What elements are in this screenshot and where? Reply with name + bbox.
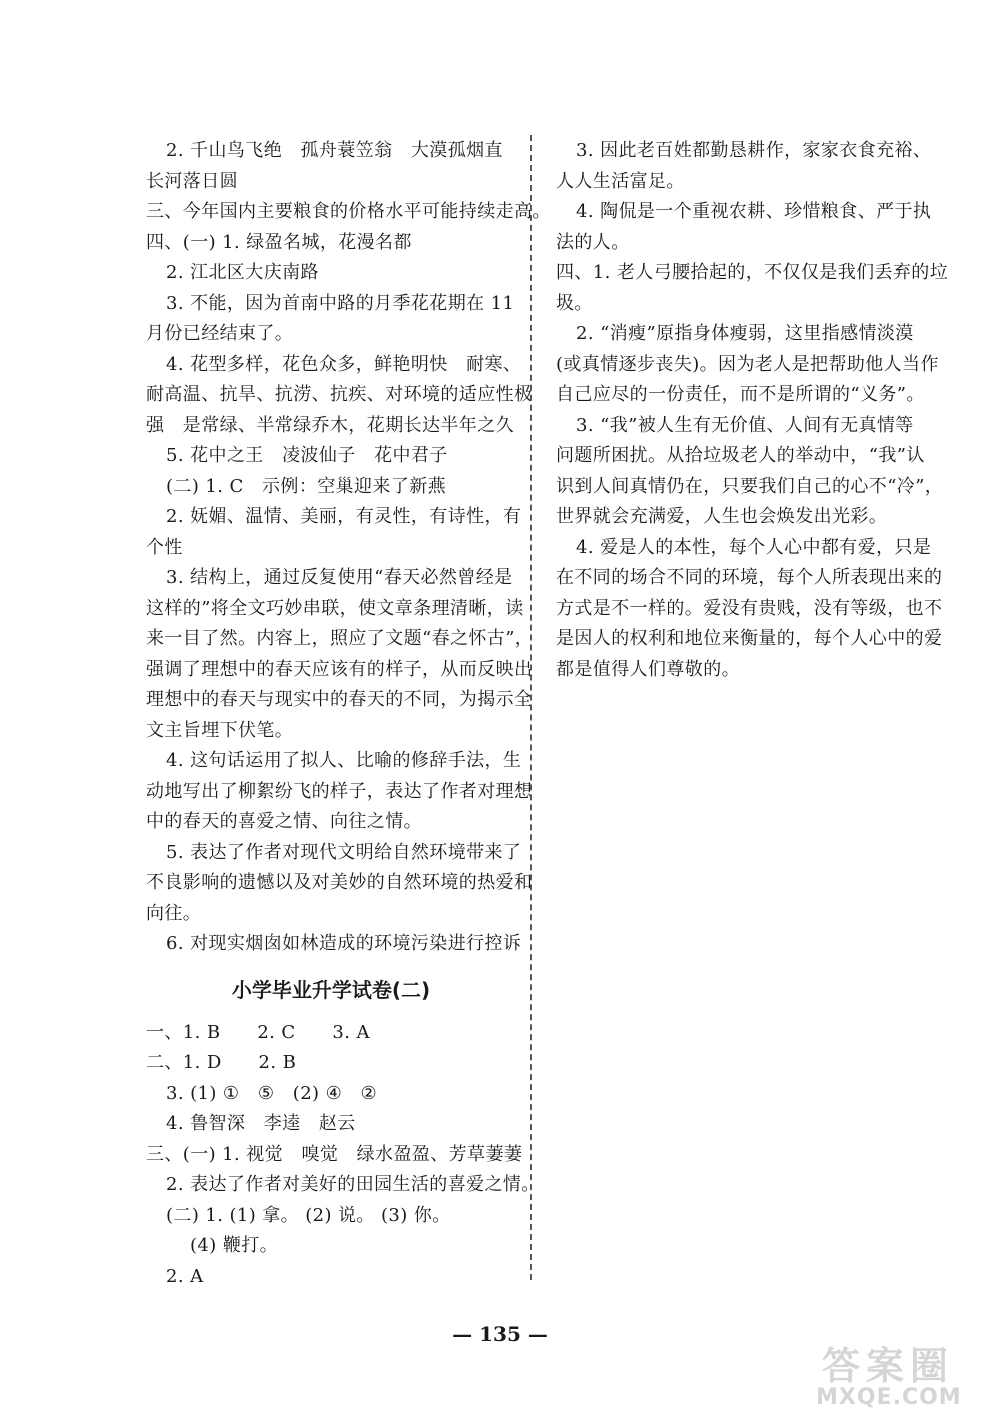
answer-line: 4. 这句话运用了拟人、比喻的修辞手法，生 <box>166 750 522 771</box>
answer-line: 3. 不能，因为首南中路的月季花花期在 11 <box>166 292 515 314</box>
answer-line: 2. A <box>166 1265 204 1287</box>
watermark-url: MXQE.COM <box>816 1385 962 1410</box>
answer-line: 4. 爱是人的本性，每个人心中都有爱，只是 <box>576 536 932 558</box>
answer-line: 三、今年国内主要粮食的价格水平可能持续走高。 <box>146 201 551 222</box>
answer-line: 2. 千山鸟飞绝 孤舟蓑笠翁 大漠孤烟直 <box>166 140 503 161</box>
answer-line: 4. 陶侃是一个重视农耕、珍惜粮食、严于执 <box>576 201 932 222</box>
answer-line: 4. 鲁智深 李逵 赵云 <box>166 1113 356 1134</box>
answer-line: (二) 1. (1) 拿。 (2) 说。 (3) 你。 <box>166 1204 451 1226</box>
answer-line: 来一目了然。内容上，照应了文题“春之怀古”， <box>146 628 534 649</box>
answer-line: 5. 花中之王 凌波仙子 花中君子 <box>166 445 448 466</box>
answer-line: 在不同的场合不同的环境，每个人所表现出来的 <box>556 567 943 588</box>
answer-line: 强 是常绿、半常绿乔木，花期长达半年之久 <box>146 414 514 436</box>
right-column <box>556 136 949 685</box>
answer-line: 一、1. B 2. C 3. A <box>146 1021 370 1043</box>
answer-line: 不良影响的遗憾以及对美妙的自然环境的热爱和 <box>146 872 533 893</box>
answer-line: (或真情逐步丧失)。因为老人是把帮助他人当作 <box>556 353 939 375</box>
answer-line: 向往。 <box>146 902 202 924</box>
answer-line: (二) 1. C 示例：空巢迎来了新燕 <box>166 475 447 497</box>
answer-line: 中的春天的喜爱之情、向往之情。 <box>146 811 422 832</box>
answer-line: 二、1. D 2. B <box>146 1052 297 1073</box>
watermark-text: 答案圈 <box>822 1344 955 1388</box>
page-number: — 135 — <box>452 1322 548 1346</box>
answer-line: 是因人的权利和地位来衡量的，每个人心中的爱 <box>556 628 943 649</box>
answer-line: 2. 妩媚、温情、美丽，有灵性，有诗性，有 <box>166 506 522 527</box>
answer-line: 人人生活富足。 <box>556 170 685 192</box>
answer-line: 动地写出了柳絮纷飞的样子，表达了作者对理想 <box>146 780 533 802</box>
answer-line: 4. 花型多样，花色众多，鲜艳明快 耐寒、 <box>166 353 522 375</box>
answer-line: 世界就会充满爱，人生也会焕发出光彩。 <box>556 506 888 527</box>
answer-line: 四、(一) 1. 绿盈名城，花漫名都 <box>146 231 412 253</box>
answer-line: 耐高温、抗旱、抗涝、抗疾、对环境的适应性极 <box>146 384 533 405</box>
column-divider <box>530 135 532 1280</box>
section-title: 小学毕业升学试卷(二) <box>231 977 431 1002</box>
answer-line: 理想中的春天与现实中的春天的不同，为揭示全 <box>146 689 533 710</box>
answer-line: 三、(一) 1. 视觉 嗅觉 绿水盈盈、芳草萋萋 <box>146 1143 523 1165</box>
answer-line: 识到人间真情仍在，只要我们自己的心不“冷”， <box>556 475 944 497</box>
answer-line: 3. (1) ① ⑤ (2) ④ ② <box>166 1082 378 1104</box>
answer-line: 都是值得人们尊敬的。 <box>556 658 740 680</box>
answer-line: 强调了理想中的春天应该有的样子，从而反映出 <box>146 658 533 680</box>
answer-line: 问题所困扰。从拾垃圾老人的举动中，“我”认 <box>556 445 925 466</box>
answer-line: 个性 <box>146 536 183 558</box>
left-column <box>146 136 551 1292</box>
answer-line: 2. 江北区大庆南路 <box>166 262 319 283</box>
answer-line: 3. 结构上，通过反复使用“春天必然曾经是 <box>166 567 513 588</box>
answer-line: 2. 表达了作者对美好的田园生活的喜爱之情。 <box>166 1174 540 1195</box>
answer-line: 自己应尽的一份责任，而不是所谓的“义务”。 <box>556 384 925 405</box>
answer-line: 文主旨埋下伏笔。 <box>146 719 294 741</box>
answer-line: 5. 表达了作者对现代文明给自然环境带来了 <box>166 841 522 863</box>
answer-line: (4) 鞭打。 <box>190 1235 279 1256</box>
watermark-logo <box>810 1335 990 1420</box>
answer-line: 6. 对现实烟囱如林造成的环境污染进行控诉 <box>166 933 522 954</box>
answer-line: 四、1. 老人弓腰拾起的，不仅仅是我们丢弃的垃 <box>556 262 949 283</box>
answer-line: 2. “消瘦”原指身体瘦弱，这里指感情淡漠 <box>576 323 914 344</box>
answer-line: 法的人。 <box>556 231 630 253</box>
answer-line: 3. 因此老百姓都勤恳耕作，家家衣食充裕、 <box>576 140 932 161</box>
answer-line: 这样的”将全文巧妙串联，使文章条理清晰，读 <box>146 597 524 619</box>
answer-line: 3. “我”被人生有无价值、人间有无真情等 <box>576 414 914 436</box>
answer-line: 长河落日圆 <box>146 170 238 192</box>
answer-line: 圾。 <box>556 292 593 314</box>
answer-line: 方式是不一样的。爱没有贵贱，没有等级，也不 <box>556 597 943 619</box>
answer-line: 月份已经结束了。 <box>146 323 294 344</box>
